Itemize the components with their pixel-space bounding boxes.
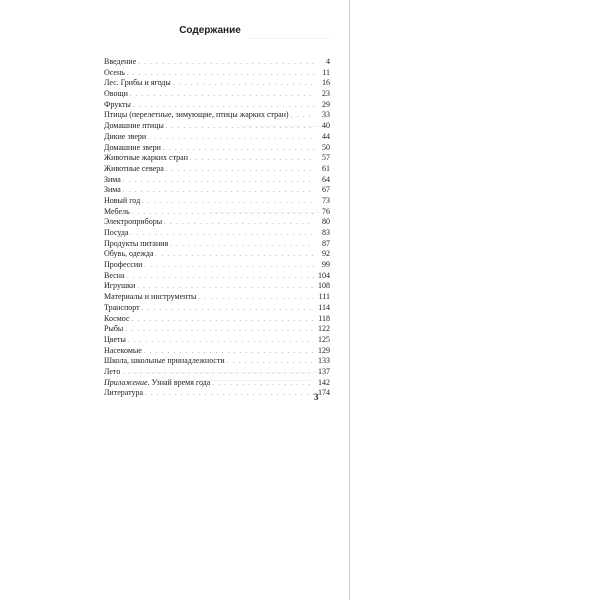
toc-entry-page: 76	[322, 206, 330, 216]
toc-entry	[104, 153, 330, 164]
toc-entry-title: Зима	[104, 174, 121, 184]
dot-leader	[122, 368, 314, 378]
dot-leader	[123, 176, 314, 186]
toc-entry	[104, 207, 330, 218]
toc-entry-title: Домашние птицы	[104, 121, 164, 131]
toc-entry-page: 57	[322, 153, 330, 163]
toc-entry-page: 29	[322, 99, 330, 109]
toc-entry	[104, 228, 330, 239]
toc-entry	[104, 335, 330, 346]
dot-leader	[170, 240, 314, 250]
toc-entry-page: 73	[322, 195, 330, 205]
toc-entry-page: 142	[318, 377, 330, 387]
toc-entry-page: 125	[318, 334, 330, 344]
toc-entry-title: Птицы (перелетные, зимующие, птицы жарких стран)	[104, 110, 289, 120]
toc-entry-title: Профессии	[104, 260, 143, 270]
toc-entry-title: Лето	[104, 366, 121, 376]
toc-entry	[104, 367, 330, 378]
toc-entry-page: 133	[318, 356, 330, 366]
page-title: Содержание	[179, 25, 241, 36]
toc-entry-title: Осень	[104, 67, 125, 77]
toc-entry	[104, 271, 330, 282]
toc-entry	[104, 57, 330, 68]
toc-entry	[104, 196, 330, 207]
toc-entry	[104, 324, 330, 335]
toc-entry	[104, 314, 330, 325]
toc-entry-page: 67	[322, 185, 330, 195]
dot-leader	[128, 336, 314, 346]
table-of-contents	[104, 57, 330, 399]
toc-entry-page: 99	[322, 260, 330, 270]
toc-entry	[104, 239, 330, 250]
toc-entry-title: Зима	[104, 185, 121, 195]
toc-entry-page: 129	[318, 345, 330, 355]
dot-leader	[125, 325, 314, 335]
toc-entry-page: 122	[318, 324, 330, 334]
toc-entry-page: 11	[322, 67, 330, 77]
dot-leader	[166, 165, 314, 175]
toc-entry-title: Насекомые	[104, 345, 142, 355]
toc-entry-title: Цветы	[104, 334, 126, 344]
toc-entry-page: 40	[322, 121, 330, 131]
toc-entry	[104, 292, 330, 303]
toc-entry-page: 16	[322, 78, 330, 88]
toc-entry	[104, 68, 330, 79]
toc-entry	[104, 260, 330, 271]
toc-entry	[104, 78, 330, 89]
dot-leader	[173, 79, 314, 89]
toc-entry	[104, 100, 330, 111]
toc-entry-page: 80	[322, 217, 330, 227]
toc-entry-title: Дикие звери	[104, 131, 147, 141]
dot-leader	[138, 58, 314, 68]
toc-entry-page: 44	[322, 131, 330, 141]
dot-leader	[163, 144, 314, 154]
toc-entry-title: Продукты питания	[104, 238, 169, 248]
dot-leader	[156, 250, 314, 260]
toc-entry-page: 92	[322, 249, 330, 259]
dot-leader	[164, 218, 314, 228]
toc-entry-title: Транспорт	[104, 302, 140, 312]
toc-entry	[104, 143, 330, 154]
toc-entry-title: Животные севера	[104, 163, 164, 173]
toc-entry-title: Обувь, одежда	[104, 249, 154, 259]
dot-leader	[126, 272, 314, 282]
toc-entry-title: Овощи	[104, 89, 128, 99]
toc-entry	[104, 110, 330, 121]
toc-entry-title: Домашние звери	[104, 142, 161, 152]
toc-entry	[104, 303, 330, 314]
dot-leader	[131, 229, 314, 239]
dot-leader	[123, 186, 314, 196]
toc-entry	[104, 378, 330, 389]
dot-leader	[212, 379, 314, 389]
toc-entry-page: 118	[318, 313, 330, 323]
page-number: 3	[314, 392, 319, 402]
dot-leader	[132, 208, 314, 218]
toc-entry-title: Новый год	[104, 195, 141, 205]
toc-entry-title: Материалы и инструменты	[104, 292, 197, 302]
toc-entry	[104, 185, 330, 196]
dot-leader	[144, 261, 314, 271]
toc-entry	[104, 249, 330, 260]
toc-entry	[104, 164, 330, 175]
toc-entry	[104, 89, 330, 100]
toc-entry-page: 137	[318, 366, 330, 376]
dot-leader	[190, 154, 314, 164]
toc-entry-title: Космос	[104, 313, 130, 323]
toc-entry-title: Животные жарких стран	[104, 153, 188, 163]
document-page	[90, 0, 350, 600]
toc-entry-title: Введение	[104, 57, 137, 66]
dot-leader	[142, 197, 314, 207]
toc-entry-page: 104	[318, 270, 330, 280]
toc-entry	[104, 121, 330, 132]
toc-entry-page: 87	[322, 238, 330, 248]
toc-entry-page: 4	[326, 57, 330, 66]
toc-entry	[104, 388, 330, 399]
toc-entry-title: Школа, школьные принадлежности	[104, 356, 225, 366]
toc-entry-page: 83	[322, 228, 330, 237]
toc-entry	[104, 346, 330, 357]
dot-leader	[142, 304, 314, 314]
dot-leader	[148, 133, 314, 143]
toc-entry-page: 61	[322, 163, 330, 173]
toc-entry	[104, 175, 330, 186]
toc-entry-page: 174	[318, 388, 330, 398]
dot-leader	[145, 389, 314, 399]
toc-entry	[104, 281, 330, 292]
dot-leader	[137, 282, 314, 292]
dot-leader	[227, 357, 314, 367]
toc-entry-title: Фрукты	[104, 99, 131, 109]
toc-entry-page: 111	[318, 292, 330, 302]
dot-leader	[130, 90, 314, 100]
toc-entry-page: 64	[322, 174, 330, 184]
toc-entry	[104, 356, 330, 367]
toc-entry-title: Мебель	[104, 206, 130, 216]
toc-entry-title: Лес. Грибы и ягоды	[104, 78, 171, 88]
toc-entry-title: Электроприборы	[104, 217, 163, 227]
toc-entry-page: 114	[318, 302, 330, 312]
toc-entry-title: Игрушки	[104, 281, 136, 291]
dot-leader	[198, 293, 314, 303]
toc-entry-page: 23	[322, 89, 330, 99]
bleed-through-line	[250, 38, 330, 39]
dot-leader	[127, 69, 314, 79]
dot-leader	[133, 101, 314, 111]
toc-entry	[104, 132, 330, 143]
toc-entry-title: Литература	[104, 388, 144, 398]
toc-entry-page: 50	[322, 142, 330, 152]
toc-entry-title: Весна	[104, 270, 125, 280]
toc-entry-page: 108	[318, 281, 330, 291]
dot-leader	[144, 347, 314, 357]
toc-entry-title: Рыбы	[104, 324, 124, 334]
toc-entry-title: Приложение. Узнай время года	[104, 377, 211, 387]
toc-entry	[104, 217, 330, 228]
dot-leader	[166, 122, 314, 132]
dot-leader	[132, 315, 315, 325]
toc-entry-page: 33	[322, 110, 330, 120]
dot-leader	[291, 111, 314, 121]
toc-entry-title: Посуда	[104, 228, 129, 237]
